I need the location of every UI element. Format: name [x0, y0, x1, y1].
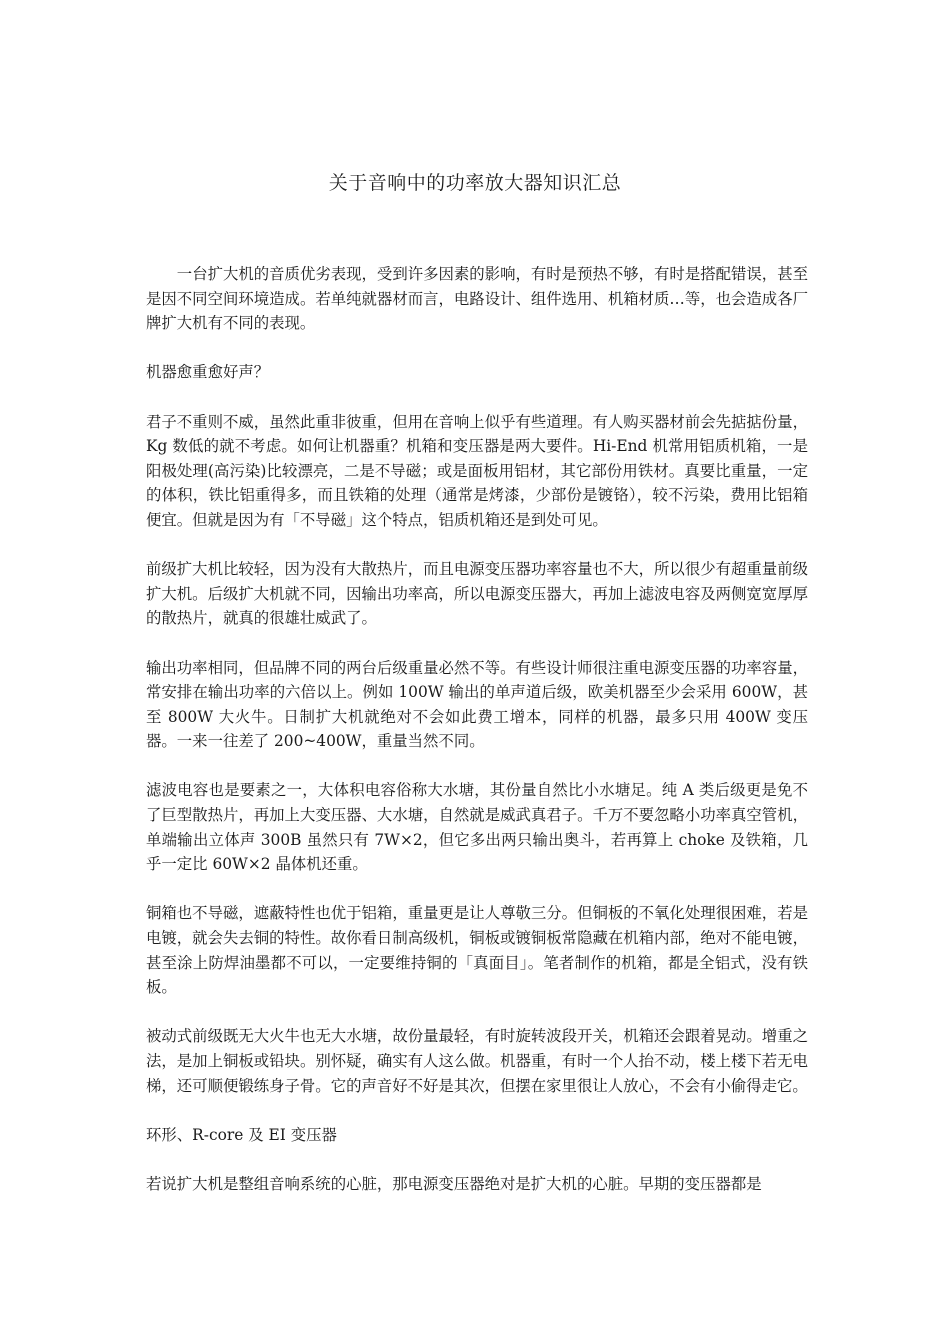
document-title: 关于音响中的功率放大器知识汇总 — [328, 172, 622, 194]
paragraph-copper-chassis: 铜箱也不导磁，遮蔽特性也优于铝箱，重量更是让人尊敬三分。但铜板的不氧化处理很困难，若是电镀，就会失去铜的特性。故你看日制高级机，铜板或镀铜板常隐藏在机箱内部，绝对不能电镀，甚至涂上防焊油墨都不可以，一定要维持铜的「真面目」。笔者制作的机箱，都是全铝式，没有铁板。 — [146, 904, 808, 997]
paragraph-output-power: 输出功率相同，但品牌不同的两台后级重量必然不等。有些设计师很注重电源变压器的功率容量，常安排在输出功率的六倍以上。例如 100W 输出的单声道后级，欧美机器至少会采用 600W，甚至 800W 大火牛。日制扩大机就绝对不会如此费工增本，同样的机器，最多只用 400W 变压器。一来一往差了 200~400W，重量当然不同。 — [146, 658, 808, 751]
paragraph-transformer: 若说扩大机是整组音响系统的心脏，那电源变压器绝对是扩大机的心脏。早期的变压器都是 — [146, 1174, 762, 1193]
paragraph-preamp: 前级扩大机比较轻，因为没有大散热片，而且电源变压器功率容量也不大，所以很少有超重量前级扩大机。后级扩大机就不同，因输出功率高，所以电源变压器大，再加上滤波电容及两侧宽宽厚厚的散热片，就真的很雄壮威武了。 — [146, 560, 808, 628]
paragraph-chassis: 君子不重则不威，虽然此重非彼重，但用在音响上似乎有些道理。有人购买器材前会先掂掂份量，Kg 数低的就不考虑。如何让机器重？机箱和变压器是两大要件。Hi-End 机常用铝质机箱，一是阳极处理(高污染)比较漂亮，二是不导磁；或是面板用铝材，其它部份用铁材。真要比重量，一定的体积，铁比铝重得多，而且铁箱的处理（通常是烤漆，少部份是镀铬），较不污染，费用比铝箱便宜。但就是因为有「不导磁」这个特点，铝质机箱还是到处可见。 — [146, 412, 808, 529]
paragraph-passive-preamp: 被动式前级既无大火牛也无大水塘，故份量最轻，有时旋转波段开关，机箱还会跟着晃动。增重之法，是加上铜板或铅块。别怀疑，确实有人这么做。机器重，有时一个人抬不动，楼上楼下若无电梯，还可顺便锻练身子骨。它的声音好不好是其次，但摆在家里很让人放心，不会有小偷得走它。 — [146, 1027, 808, 1095]
document-body — [146, 262, 808, 1221]
paragraph-intro: 一台扩大机的音质优劣表现，受到许多因素的影响，有时是预热不够，有时是搭配错误，甚至是因不同空间环境造成。若单纯就器材而言，电路设计、组件选用、机箱材质…等，也会造成各厂牌扩大机有不同的表现。 — [146, 265, 808, 333]
paragraph-filter-capacitor: 滤波电容也是要素之一，大体积电容俗称大水塘，其份量自然比小水塘足。纯 A 类后级更是免不了巨型散热片，再加上大变压器、大水塘，自然就是威武真君子。千万不要忽略小功率真空管机，单端输出立体声 300B 虽然只有 7W×2，但它多出两只输出奥斗，若再算上 choke 及铁箱，几乎一定比 60W×2 晶体机还重。 — [146, 781, 808, 874]
section-heading-weight: 机器愈重愈好声？ — [146, 363, 270, 382]
section-heading-transformer: 环形、R-core 及 EI 变压器 — [146, 1125, 337, 1144]
